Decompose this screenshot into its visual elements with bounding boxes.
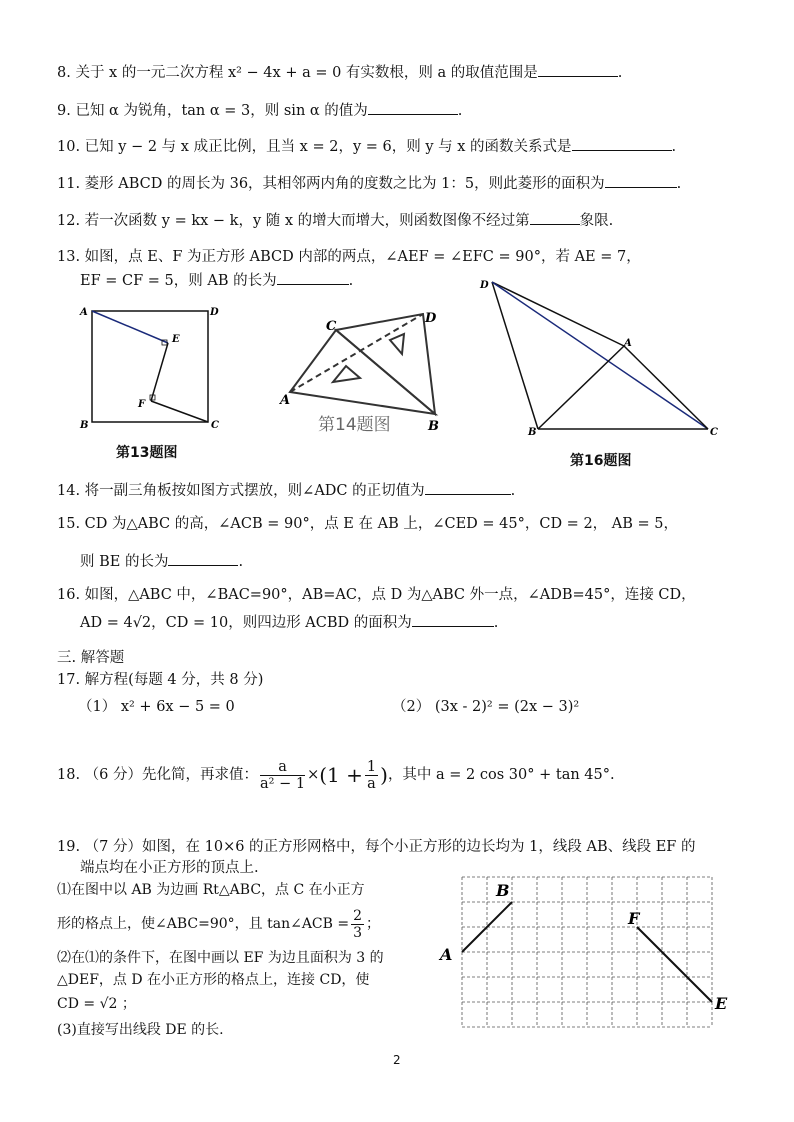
q15-end: . [238,554,244,570]
question-13-line1: 13. 如图，点 E、F 为正方形 ABCD 内部的两点，∠AEF = ∠EFC = 90°，若 AE = 7， [57,249,641,265]
label-b: B [528,427,537,438]
figure-14-caption: 第14题图 [318,415,391,435]
numerator: 2 [353,907,363,924]
q19-part1-line1: ⑴在图中以 AB 为边画 Rt△ABC，点 C 在小正方 [57,882,365,898]
segment-fc [151,401,208,422]
label-b: B [80,420,89,431]
segment-ab [538,346,624,429]
segment-dc [492,282,708,429]
segment-ef [637,927,712,1002]
question-14 [57,480,515,501]
q19-part1-line2 [57,904,380,944]
label-c: C [211,420,219,431]
q9-end: . [457,103,463,119]
q10-end: . [671,139,677,155]
q12-end: 象限. [579,213,614,229]
segment-ac [624,346,708,429]
segment-db [492,282,538,429]
label-d: D [425,311,437,326]
fraction-2-over-3 [351,908,364,941]
q16-end: . [493,615,499,631]
question-10 [57,136,676,157]
answer-blank[interactable] [412,612,494,627]
q16-text: AD = 4√2，CD = 10，则四边形 ACBD 的面积为 [80,615,412,631]
figure-16 [476,278,726,443]
q8-text: 8. 关于 x 的一元二次方程 x² − 4x + a = 0 有实数根，则 a 的取值范围是 [57,65,538,81]
question-11 [57,173,681,194]
q19-part1-text: 形的格点上，使∠ABC=90°，且 tan∠ACB = [57,916,350,932]
numerator: a [260,759,305,776]
q19-part2-line1: ⑵在⑴的条件下，在图中画以 EF 为边且面积为 3 的 [57,950,384,966]
triangle-abc [290,330,435,414]
answer-blank[interactable] [168,551,238,566]
q19-part1-end: ； [366,916,381,932]
q11-text: 11. 菱形 ABCD 的周长为 36，其相邻两内角的度数之比为 1：5，则此菱形的面积为 [57,176,605,192]
q13-text: EF = CF = 5，则 AB 的长为 [80,273,277,289]
times-sign: × [307,767,320,783]
fraction-a-over-a2-minus-1 [260,759,305,792]
q14-text: 14. 将一副三角板按如图方式摆放，则∠ADC 的正切值为 [57,483,425,499]
question-18 [57,752,615,798]
page-number: 2 [393,1053,401,1067]
answer-blank[interactable] [530,210,580,225]
figure-16-caption: 第16题图 [570,453,632,469]
question-16-line1: 16. 如图，△ABC 中，∠BAC=90°，AB=AC，点 D 为△ABC 外一点，∠ADB=45°，连接 CD， [57,587,696,603]
q13-end: . [348,273,354,289]
answer-blank[interactable] [368,100,458,115]
square-abcd [92,311,208,422]
label-a: A [624,338,632,349]
q18-text: 18. （6 分）先化简，再求值： [57,767,259,783]
fraction-1-over-a [365,759,378,792]
denominator: a [367,775,376,792]
denominator: 3 [353,924,363,941]
numerator: 1 [366,758,377,775]
label-d: D [480,280,489,291]
label-e: E [715,994,728,1013]
label-c: C [710,427,718,438]
q19-part2-line2: △DEF，点 D 在小正方形的格点上，连接 CD，使 [57,972,370,988]
label-b: B [496,881,510,900]
q19-part2-line3: CD = √2 ； [57,996,136,1012]
label-a: A [80,307,88,318]
answer-blank[interactable] [538,62,618,77]
answer-blank[interactable] [572,136,672,151]
figure-14 [278,302,448,437]
q12-text: 12. 若一次函数 y = kx − k，y 随 x 的增大而增大，则函数图像不经过第 [57,213,530,229]
segment-ae [92,311,168,343]
question-19-line2: 端点均在小正方形的顶点上. [80,860,259,876]
question-8 [57,62,622,83]
segment-ef [151,343,168,401]
label-f: F [628,909,640,928]
question-17-part2: （2） (3x - 2)² = (2x − 3)² [392,699,580,715]
question-15-line2 [80,551,243,572]
answer-blank[interactable] [277,270,349,285]
section-heading: 三. 解答题 [57,650,125,666]
question-16-line2 [80,612,498,633]
label-e: E [172,334,180,345]
q9-text: 9. 已知 α 为锐角，tan α = 3，则 sin α 的值为 [57,103,368,119]
answer-blank[interactable] [425,480,511,495]
triangle-cdb [336,314,435,414]
question-9 [57,100,462,121]
denominator: a² − 1 [260,775,306,792]
label-c: C [326,319,337,334]
q19-part3: (3)直接写出线段 DE 的长. [57,1022,224,1038]
segment-da [492,282,624,346]
figure-13 [76,300,226,435]
question-15-line1: 15. CD 为△ABC 的高，∠ACB = 90°，点 E 在 AB 上，∠CED = 45°，CD = 2， AB = 5， [57,516,678,532]
q15-text: 则 BE 的长为 [80,554,169,570]
inner-triangle-1 [333,366,360,382]
q10-text: 10. 已知 y − 2 与 x 成正比例，且当 x = 2，y = 6，则 y 与 x 的函数关系式是 [57,139,572,155]
question-17-title: 17. 解方程(每题 4 分，共 8 分) [57,672,264,688]
paren-right: ) [380,763,388,787]
label-b: B [428,419,439,434]
q14-end: . [510,483,516,499]
grid-figure [438,872,738,1037]
answer-blank[interactable] [605,173,677,188]
q11-end: . [676,176,682,192]
question-17-part1: （1） x² + 6x − 5 = 0 [78,699,235,715]
label-a: A [440,945,453,964]
question-12 [57,210,613,231]
q8-end: . [617,65,623,81]
q18-condition: ，其中 a = 2 cos 30° + tan 45°. [387,767,615,783]
question-13-line2 [80,270,353,291]
figure-13-caption: 第13题图 [116,445,178,461]
inner-triangle-2 [390,334,404,354]
question-19-line1: 19. （7 分）如图，在 10×6 的正方形网格中，每个小正方形的边长均为 1，线段 AB、线段 EF 的 [57,839,696,855]
paren-left: (1 + [319,763,363,787]
label-a: A [280,393,291,408]
label-d: D [210,307,219,318]
label-f: F [138,399,146,410]
